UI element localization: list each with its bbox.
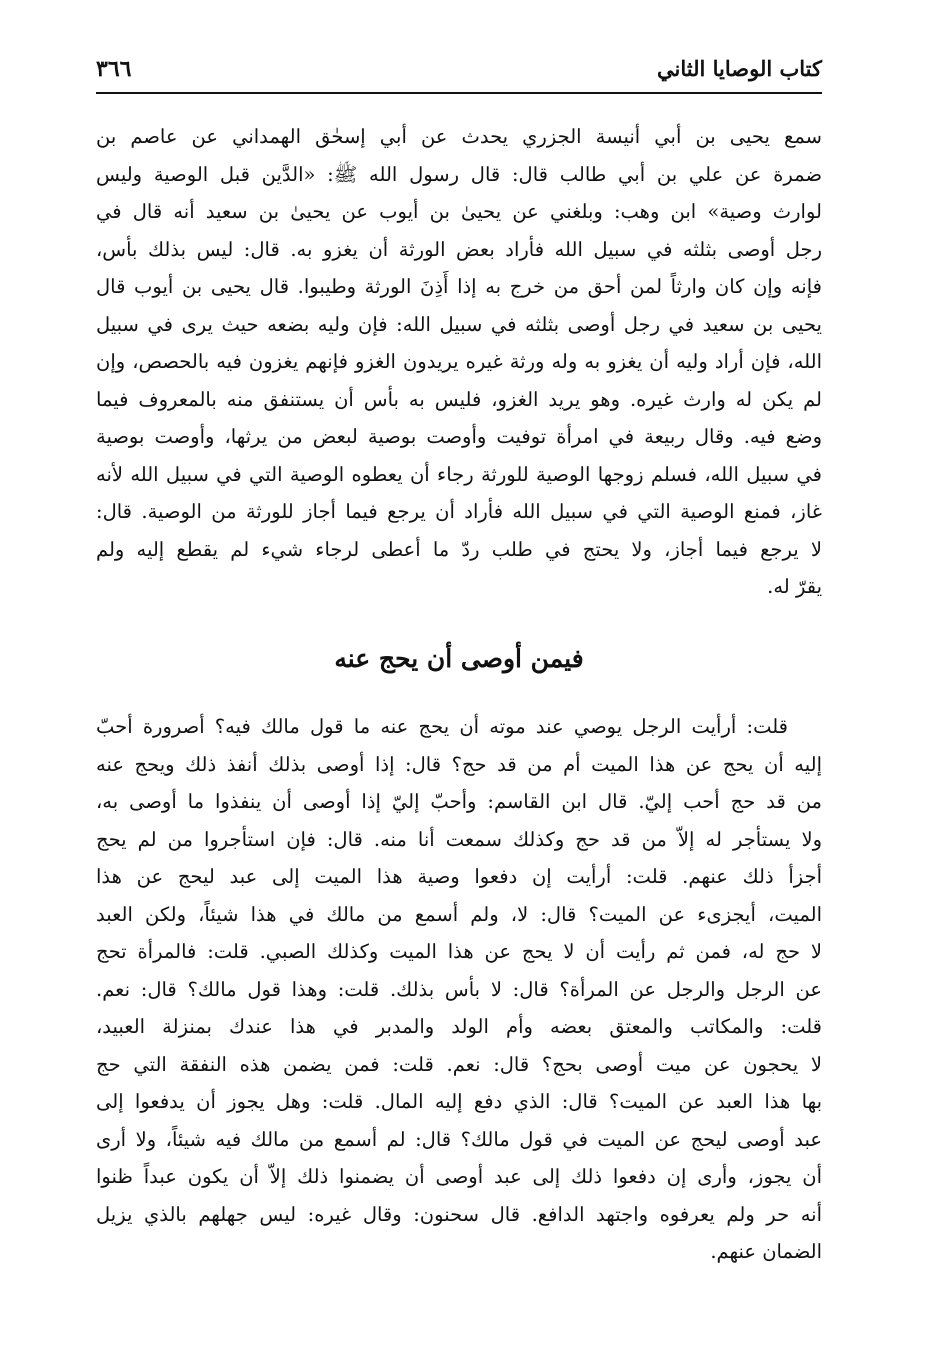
text-line: قلت: أرأيت الرجل يوصي عند موته أن يحج عنه ما قول مالك فيه؟ أصرورة أحبّ bbox=[96, 715, 788, 738]
text-line: لوارث وصية» ابن وهب: وبلغني عن يحيىٰ بن أيوب عن يحيىٰ بن سعيد أنه قال في bbox=[96, 200, 822, 223]
text-line: الضمان عنهم. bbox=[710, 1240, 822, 1263]
text-line: الله، فإن أراد وليه أن يغزو به وله ورثة غيره يريدون الغزو فإنهم يغزون فيه بالحصص، وإن bbox=[96, 350, 822, 373]
text-line: لا حج له، فمن ثم رأيت أن لا يحج عن هذا الميت وكذلك الصبي. قلت: فالمرأة تحج bbox=[96, 940, 822, 963]
text-line: غاز، فمنع الوصية التي في سبيل الله فأراد أن يرجع فيما أجاز للورثة من الوصية. قال: bbox=[96, 500, 822, 523]
text-line: رجل أوصى بثلثه في سبيل الله فأراد بعض الورثة أن يغزو به. قال: ليس بذلك بأس، bbox=[96, 237, 822, 261]
text-line: يحيى بن سعيد في رجل أوصى بثلثه في سبيل الله: فإن وليه بضعه حيث يرى في سبيل bbox=[96, 312, 822, 336]
page-header bbox=[96, 48, 822, 94]
text-line: سمع يحيى بن أبي أنيسة الجزري يحدث عن أبي إسحٰق الهمداني عن عاصم بن bbox=[96, 125, 822, 148]
text-line: لا يحجون عن ميت أوصى بحج؟ قال: نعم. قلت: فمن يضمن هذه النفقة التي حج bbox=[96, 1052, 822, 1076]
page-number: ٣٦٦ bbox=[96, 56, 132, 82]
text-line: يقرّ له. bbox=[767, 575, 822, 598]
paragraph-2 bbox=[96, 708, 822, 1271]
text-line: من قد حج أحب إليّ. قال ابن القاسم: وأحبّ إليّ إذا أوصى أن ينفذوا ما أوصى به، bbox=[96, 790, 822, 813]
text-line: إليه أن يحج عن هذا الميت أم من قد حج؟ قال: إذا أوصى بذلك أنفذ ذلك ويحج عنه bbox=[96, 752, 822, 776]
text-line: ولا يستأجر له إلاّ من قد حج وكذلك سمعت أنا منه. قال: فإن استأجروا من لم يحج bbox=[96, 827, 822, 851]
running-title: كتاب الوصايا الثاني bbox=[657, 56, 822, 81]
text-line: أنه حر ولم يعرفوه واجتهد الدافع. قال سحنون: وقال غيره: ليس جهلهم بالذي يزيل bbox=[96, 1202, 822, 1226]
text-line: عبد أوصى ليحج عن الميت في قول مالك؟ قال: لم أسمع من مالك فيه شيئاً، ولا أرى bbox=[96, 1127, 822, 1151]
text-line: لم يكن له وارث غيره. وهو يريد الغزو، فليس به بأس أن يستنفق منه بالمعروف فيما bbox=[96, 387, 822, 411]
text-line: أن يجوز، وأرى إن دفعوا ذلك إلى عبد أوصى أن يضمنوا ذلك إلاّ أن يكون عبداً ظنوا bbox=[96, 1165, 822, 1188]
text-line: أجزأ ذلك عنهم. قلت: أرأيت إن دفعوا وصية هذا الميت إلى عبد ليحج عن هذا bbox=[96, 865, 822, 888]
section-heading: فيمن أوصى أن يحج عنه bbox=[334, 644, 584, 673]
paragraph-1 bbox=[96, 118, 822, 606]
text-line: بها هذا العبد عن الميت؟ قال: الذي دفع إليه المال. قلت: وهل يجوز أن يدفعوا إلى bbox=[96, 1090, 822, 1113]
text-line: ضمرة عن علي بن أبي طالب قال: قال رسول الله ﷺ: «الدَّين قبل الوصية وليس bbox=[96, 162, 822, 186]
text-line: لا يرجع فيما أجاز، ولا يحتج في طلب ردّ ما أعطى لرجاء شيء لم يقطع إليه ولم bbox=[96, 537, 822, 561]
text-line: وضع فيه. وقال ربيعة في امرأة توفيت وأوصت بوصية لبعض من يرثها، وأوصت بوصية bbox=[96, 425, 822, 448]
text-line: الميت، أيجزىء عن الميت؟ قال: لا، ولم أسمع من مالك في هذا شيئاً، ولكن العبد bbox=[96, 902, 822, 926]
text-line: في سبيل الله، فسلم زوجها الوصية للورثة رجاء أن يعطوه الوصية التي في سبيل الله لأنه bbox=[96, 462, 822, 486]
text-line: قلت: والمكاتب والمعتق بعضه وأم الولد والمدبر في هذا عندك بمنزلة العبيد، bbox=[96, 1015, 822, 1038]
text-line: فإنه وإن كان وارثاً لمن أحق من خرج به إذا أَذِنَ الورثة وطيبوا. قال يحيى بن أيوب قال bbox=[96, 275, 822, 298]
text-line: عن الرجل والرجل عن المرأة؟ قال: لا بأس بذلك. قلت: وهذا قول مالك؟ قال: نعم. bbox=[96, 977, 822, 1001]
